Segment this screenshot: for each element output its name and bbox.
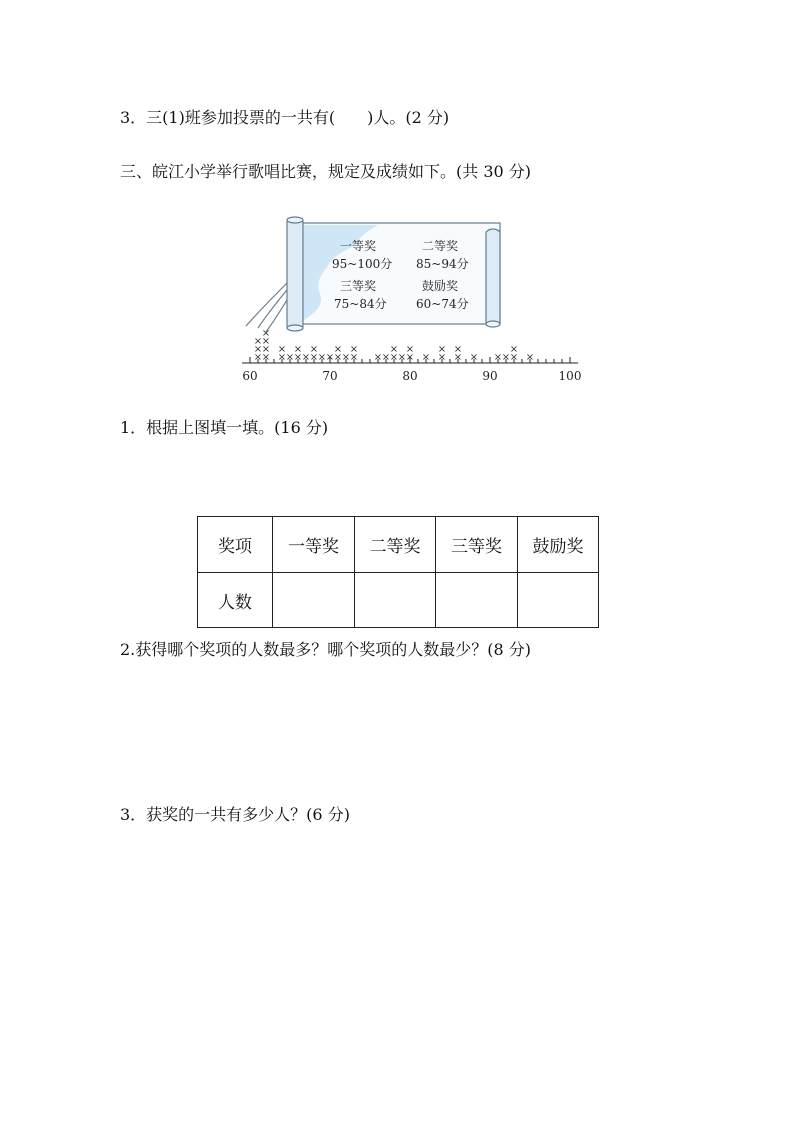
score-mark: ×	[293, 352, 303, 363]
table-cell-header: 二等奖	[355, 517, 436, 573]
score-mark: ×	[389, 344, 399, 355]
score-mark: ×	[405, 344, 415, 355]
tick-label: 80	[402, 369, 418, 383]
score-mark: ×	[453, 352, 463, 363]
score-mark: ×	[437, 352, 447, 363]
score-mark: ×	[277, 352, 287, 363]
score-mark: ×	[333, 344, 343, 355]
score-mark: ×	[253, 352, 263, 363]
score-mark: ×	[309, 344, 319, 355]
score-mark: ×	[285, 352, 295, 363]
rule-range: 60~74分	[416, 297, 469, 311]
score-mark: ×	[469, 352, 479, 363]
answer-cell-encourage[interactable]	[518, 573, 599, 628]
score-mark: ×	[293, 344, 303, 355]
score-mark: ×	[333, 352, 343, 363]
score-mark: ×	[373, 352, 383, 363]
tick-label: 70	[322, 369, 338, 383]
score-marks	[254, 328, 534, 363]
scroll-left-roller	[287, 220, 303, 328]
score-mark: ×	[501, 352, 511, 363]
score-mark: ×	[261, 352, 271, 363]
scroll-figure	[228, 210, 588, 385]
score-mark: ×	[405, 352, 415, 363]
score-mark: ×	[301, 352, 311, 363]
score-mark: ×	[381, 352, 391, 363]
score-mark: ×	[317, 352, 327, 363]
score-mark: ×	[349, 352, 359, 363]
table-row	[198, 573, 599, 628]
scroll-ribbon	[246, 280, 290, 326]
question-2: 2.获得哪个奖项的人数最多？哪个奖项的人数最少？(8 分)	[120, 640, 532, 659]
rule-name: 一等奖	[340, 239, 377, 253]
table-cell-header: 一等奖	[273, 517, 355, 573]
table-header-row	[198, 517, 599, 573]
score-mark: ×	[341, 352, 351, 363]
rule-name: 三等奖	[340, 279, 377, 293]
scroll-right-roller	[486, 229, 500, 324]
section-3-title: 三、皖江小学举行歌唱比赛，规定及成绩如下。(共 30 分)	[120, 162, 532, 181]
award-table	[197, 516, 599, 628]
score-mark: ×	[277, 344, 287, 355]
score-mark: ×	[509, 352, 519, 363]
score-mark: ×	[261, 328, 271, 339]
table-cell-header: 三等奖	[436, 517, 518, 573]
question-3-previous: 3．三(1)班参加投票的一共有( )人。(2 分)	[120, 108, 450, 127]
answer-cell-second[interactable]	[355, 573, 436, 628]
tick-label: 60	[242, 369, 258, 383]
score-mark: ×	[349, 344, 359, 355]
score-mark: ×	[261, 336, 271, 347]
score-mark: ×	[493, 352, 503, 363]
rule-name: 鼓励奖	[422, 279, 459, 293]
rule-range: 85~94分	[416, 257, 469, 271]
rule-name: 二等奖	[422, 239, 459, 253]
score-mark: ×	[253, 336, 263, 347]
score-mark: ×	[325, 352, 335, 363]
table-cell-header: 奖项	[198, 517, 273, 573]
answer-cell-first[interactable]	[273, 573, 355, 628]
score-mark: ×	[525, 352, 535, 363]
score-mark: ×	[389, 352, 399, 363]
table-cell-header: 鼓励奖	[518, 517, 599, 573]
tick-label: 90	[482, 369, 498, 383]
score-mark: ×	[309, 352, 319, 363]
table-row-label: 人数	[198, 573, 273, 628]
answer-cell-third[interactable]	[436, 573, 518, 628]
score-mark: ×	[261, 344, 271, 355]
score-mark: ×	[437, 344, 447, 355]
rule-range: 95~100分	[332, 257, 393, 271]
score-mark: ×	[509, 344, 519, 355]
rule-range: 75~84分	[334, 297, 387, 311]
score-mark: ×	[253, 344, 263, 355]
question-3: 3．获奖的一共有多少人？(6 分)	[120, 805, 350, 824]
question-1: 1．根据上图填一填。(16 分)	[120, 418, 329, 437]
score-mark: ×	[397, 352, 407, 363]
tick-label: 100	[558, 369, 582, 383]
score-mark: ×	[421, 352, 431, 363]
score-mark: ×	[453, 344, 463, 355]
